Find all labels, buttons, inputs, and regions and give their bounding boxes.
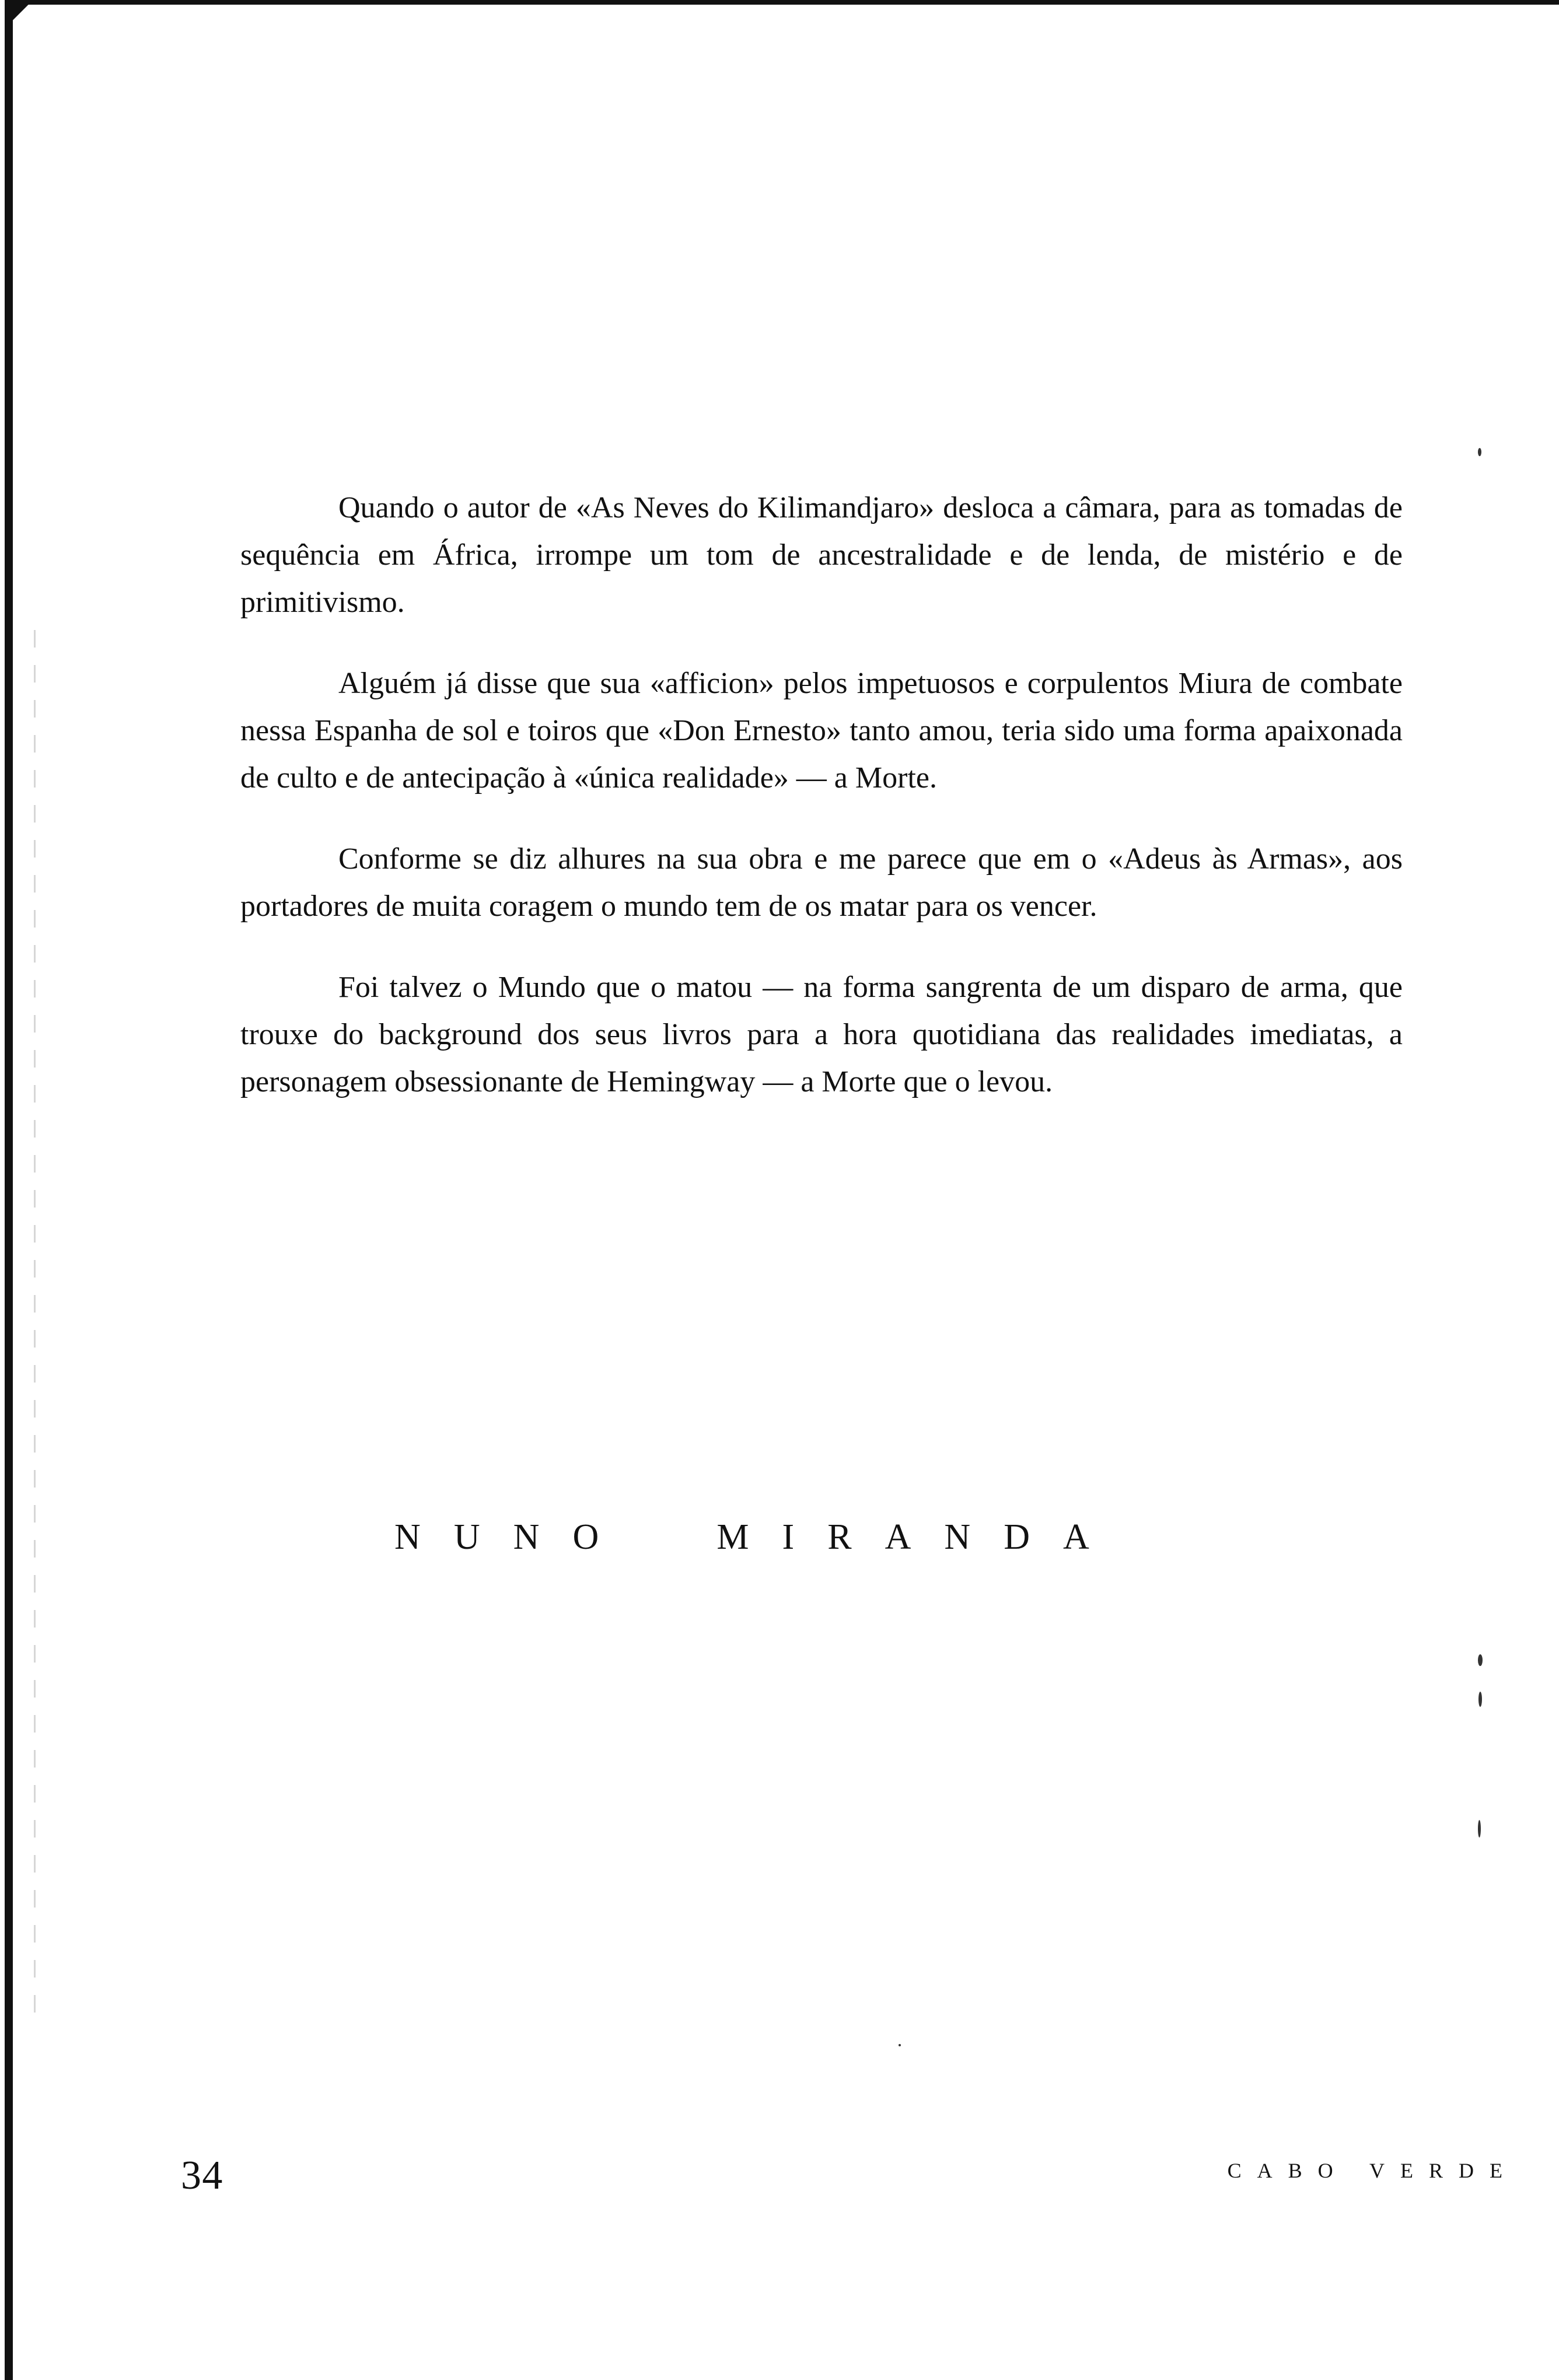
- page-fold-line: [34, 630, 36, 2030]
- scan-speck: [1478, 1820, 1481, 1838]
- author-signature: NUNO MIRANDA: [394, 1517, 1123, 1557]
- running-footer: CABO VERDE: [1227, 2159, 1518, 2182]
- paragraph: Alguém já disse que sua «afficion» pelos impetuosos e corpulentos Miura de combate nessa Espanha de sol e toiros que «Don Ernesto» tanto amou, teria sido uma forma apaixonada de culto e de antecipação à «única realidade» — a Morte.: [240, 667, 1403, 794]
- scan-speck: [1478, 1654, 1483, 1666]
- article-body: [240, 484, 1403, 1139]
- page-number: 34: [181, 2153, 223, 2198]
- scan-speck: [899, 2044, 901, 2046]
- paragraph: Quando o autor de «As Neves do Kilimandjaro» desloca a câmara, para as tomadas de sequência em África, irrompe um tom de ancestralidade e de lenda, de mistério e de primitivismo.: [240, 491, 1403, 619]
- scan-edge-top: [5, 0, 1559, 5]
- scan-speck: [1478, 448, 1481, 456]
- paragraph: Foi talvez o Mundo que o matou — na forma sangrenta de um disparo de arma, que trouxe do background dos seus livros para a hora quotidiana das realidades imediatas, a personagem obsessionante de Hemingway — a Morte que o levou.: [240, 971, 1403, 1098]
- scan-edge-left: [5, 0, 13, 2380]
- scan-speck: [1478, 1692, 1482, 1707]
- paragraph: Conforme se diz alhures na sua obra e me parece que em o «Adeus às Armas», aos portadores de muita coragem o mundo tem de os matar para os vencer.: [240, 842, 1403, 923]
- scan-corner: [5, 0, 40, 35]
